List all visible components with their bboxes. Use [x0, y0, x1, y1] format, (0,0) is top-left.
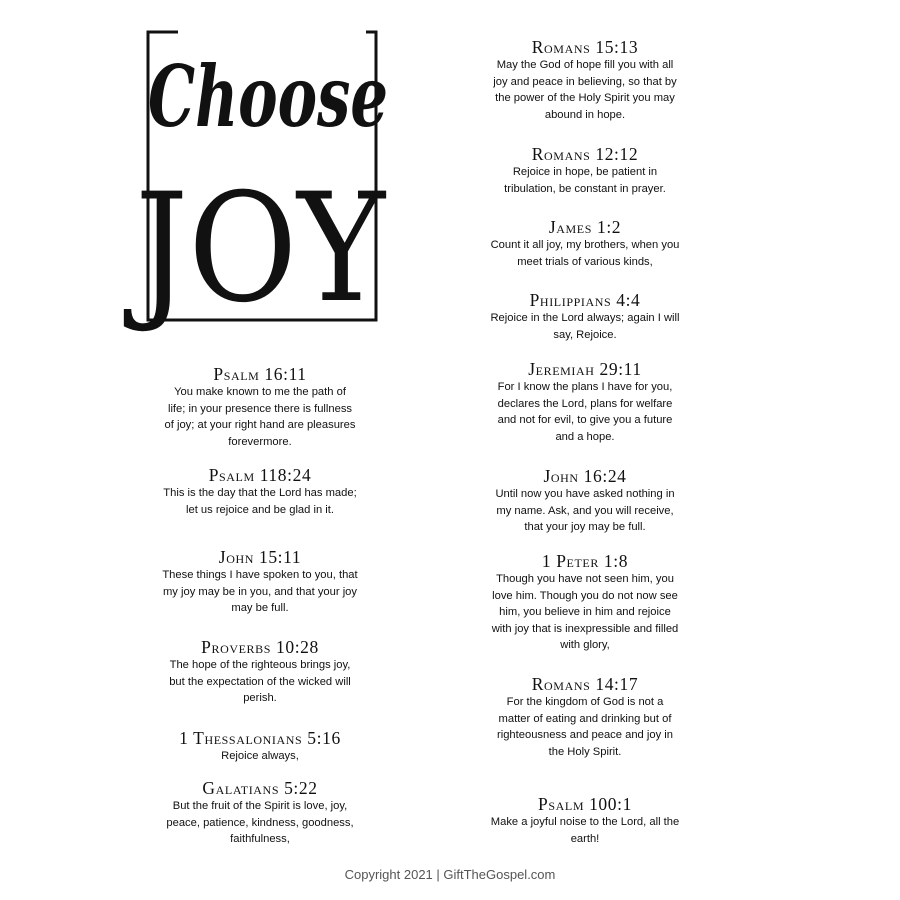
verse-text: Until now you have asked nothing in my name. Ask, and you will receive, that your joy may be full.	[495, 488, 675, 533]
verse-text: For I know the plans I have for you, declares the Lord, plans for welfare and not for evil, to give you a future and a hope.	[497, 381, 673, 443]
verse-text: For the kingdom of God is not a matter of eating and drinking but of righteousness and peace and joy in the Holy Spirit.	[496, 696, 674, 758]
verse-text: You make known to me the path of life; in your presence there is fullness of joy; at your right hand are pleasures forevermore.	[164, 386, 356, 448]
verse-proverbs-10-28	[140, 637, 380, 707]
verse-reference: Psalm 100:1	[538, 794, 632, 814]
verse-1-thessalonians-5-16	[140, 728, 380, 765]
verse-romans-15-13	[464, 37, 706, 123]
verse-reference: John 16:24	[543, 466, 627, 486]
verse-jeremiah-29-11	[464, 359, 706, 445]
verse-philippians-4-4	[464, 290, 706, 343]
verse-reference: Philippians 4:4	[529, 290, 641, 310]
verse-text: Rejoice in hope, be patient in tribulation, be constant in prayer.	[504, 166, 666, 195]
verse-text: This is the day that the Lord has made; let us rejoice and be glad in it.	[163, 487, 357, 516]
verse-reference: Psalm 16:11	[213, 364, 307, 384]
verse-reference: Romans 12:12	[531, 144, 639, 164]
verse-text: Though you have not seen him, you love him. Though you do not now see him, you believe in him and rejoice with joy that is inexpressible and filled with glory,	[491, 573, 679, 651]
verse-romans-14-17	[464, 674, 706, 760]
verse-text: Make a joyful noise to the Lord, all the earth!	[490, 816, 680, 845]
verse-galatians-5-22	[140, 778, 380, 848]
verse-reference: Proverbs 10:28	[201, 637, 319, 657]
verse-text: Rejoice in the Lord always; again I will say, Rejoice.	[490, 312, 680, 341]
verse-reference: Jeremiah 29:11	[528, 359, 642, 379]
verse-reference: 1 Thessalonians 5:16	[179, 728, 341, 748]
verse-reference: John 15:11	[218, 547, 302, 567]
verse-john-16-24	[464, 466, 706, 536]
verse-psalm-100-1	[464, 794, 706, 847]
verse-reference: Romans 15:13	[531, 37, 639, 57]
verse-text: These things I have spoken to you, that my joy may be in you, and that your joy may be full.	[162, 569, 358, 614]
verse-text: The hope of the righteous brings joy, but the expectation of the wicked will perish.	[169, 659, 351, 704]
verse-psalm-16-11	[140, 364, 380, 450]
verse-reference: Galatians 5:22	[202, 778, 318, 798]
verse-1-peter-1-8	[464, 551, 706, 654]
verse-romans-12-12	[464, 144, 706, 197]
verse-reference: James 1:2	[548, 217, 622, 237]
verse-reference: Romans 14:17	[531, 674, 639, 694]
verse-john-15-11	[140, 547, 380, 617]
logo-choose: Choose	[148, 47, 388, 146]
logo-joy: JOY	[123, 162, 387, 336]
verse-text: May the God of hope fill you with all joy and peace in believing, so that by the power of the Holy Spirit you may abound in hope.	[493, 59, 677, 121]
verse-reference: Psalm 118:24	[208, 465, 312, 485]
copyright-footer: Copyright 2021 | GiftTheGospel.com	[344, 867, 556, 882]
verse-text: But the fruit of the Spirit is love, joy, peace, patience, kindness, goodness, faithfulness,	[166, 800, 354, 845]
verse-james-1-2	[464, 217, 706, 270]
verse-psalm-118-24	[140, 465, 380, 518]
choose-joy-logo	[118, 8, 398, 336]
verse-text: Rejoice always,	[221, 750, 299, 762]
verse-reference: 1 Peter 1:8	[541, 551, 629, 571]
verse-text: Count it all joy, my brothers, when you meet trials of various kinds,	[490, 239, 680, 268]
